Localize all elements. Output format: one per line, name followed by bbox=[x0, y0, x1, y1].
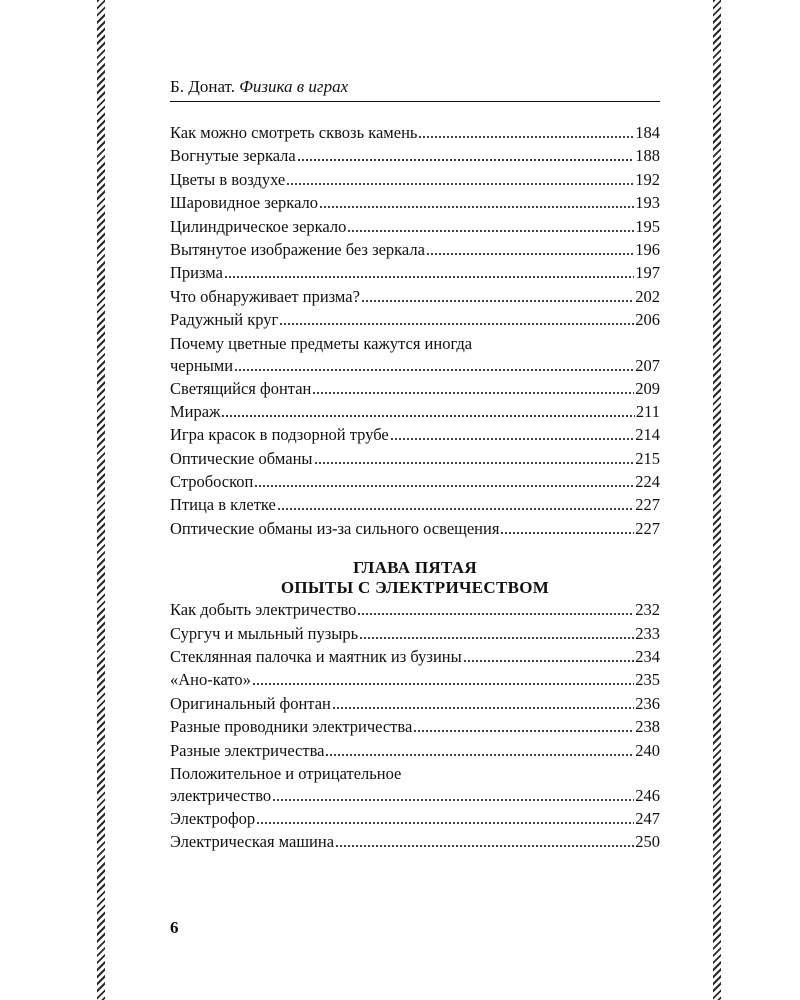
dot-leader bbox=[286, 183, 634, 185]
toc-entry-multiline bbox=[170, 762, 660, 807]
toc-entry bbox=[170, 470, 660, 493]
toc-entry-title: Радужный круг bbox=[170, 310, 279, 330]
dot-leader bbox=[254, 485, 634, 487]
dot-leader bbox=[279, 323, 634, 325]
dot-leader bbox=[500, 532, 634, 534]
toc-entry-title: Электрическая машина bbox=[170, 832, 335, 852]
page-edge-right bbox=[713, 0, 721, 1000]
toc-entry-page: 250 bbox=[635, 832, 660, 852]
toc-entry-page: 188 bbox=[635, 146, 660, 166]
toc-entry-page: 209 bbox=[635, 378, 660, 398]
toc-entry-page: 215 bbox=[635, 448, 660, 468]
toc-entry-page: 246 bbox=[635, 785, 660, 805]
toc-entry-page: 196 bbox=[635, 239, 660, 259]
toc-entry-page: 197 bbox=[635, 263, 660, 283]
toc-entry-multiline bbox=[170, 332, 660, 377]
dot-leader bbox=[314, 462, 635, 464]
toc-entry-title: Электрофор bbox=[170, 808, 256, 828]
toc-entry bbox=[170, 121, 660, 144]
toc-entry-title: Что обнаруживает призма? bbox=[170, 286, 360, 306]
toc-entry bbox=[170, 191, 660, 214]
toc-entry-title-line2: электричество bbox=[170, 785, 272, 805]
page-edge-left bbox=[97, 0, 105, 1000]
toc-entry-title-line1: Положительное и отрицательное bbox=[170, 763, 402, 783]
running-head bbox=[170, 76, 660, 98]
dot-leader bbox=[413, 730, 634, 732]
dot-leader bbox=[357, 613, 634, 615]
chapter-number-heading: ГЛАВА ПЯТАЯ bbox=[353, 558, 477, 578]
toc-entry bbox=[170, 493, 660, 516]
dot-leader bbox=[426, 253, 634, 255]
toc-entry-page: 238 bbox=[635, 717, 660, 737]
toc-entry-page: 193 bbox=[635, 193, 660, 213]
toc-entry-title: Игра красок в подзорной трубе bbox=[170, 425, 389, 445]
dot-leader bbox=[463, 660, 635, 662]
dot-leader bbox=[325, 754, 634, 756]
dot-leader bbox=[221, 415, 634, 417]
toc-entry bbox=[170, 786, 660, 806]
running-head-book-title: Физика в играх bbox=[239, 77, 349, 96]
toc-entry bbox=[170, 807, 660, 830]
toc-entry-page: 227 bbox=[635, 518, 660, 538]
toc-entry-page: 211 bbox=[635, 401, 660, 421]
toc-entry-page: 233 bbox=[635, 623, 660, 643]
toc-entry-title: Шаровидное зеркало bbox=[170, 193, 319, 213]
header-rule bbox=[170, 101, 660, 102]
running-head-author: Б. Донат. bbox=[170, 77, 235, 96]
toc-entry-page: 192 bbox=[635, 169, 660, 189]
dot-leader bbox=[361, 300, 634, 302]
toc-entry-page: 227 bbox=[635, 495, 660, 515]
toc-entry-title: Как добыть электричество bbox=[170, 600, 357, 620]
dot-leader bbox=[277, 508, 634, 510]
toc-entry bbox=[170, 739, 660, 762]
toc-entry bbox=[170, 423, 660, 446]
dot-leader bbox=[252, 683, 634, 685]
toc-entry bbox=[170, 400, 660, 423]
toc-entry-page: 202 bbox=[635, 286, 660, 306]
toc-entry-title: Как можно смотреть сквозь камень bbox=[170, 123, 418, 142]
toc-entry-title: Разные электричества bbox=[170, 740, 325, 760]
toc-entry-page: 235 bbox=[635, 670, 660, 690]
dot-leader bbox=[272, 799, 634, 801]
toc-entry-title: Стробоскоп bbox=[170, 472, 254, 492]
dot-leader bbox=[347, 230, 634, 232]
toc-entry-page: 214 bbox=[635, 425, 660, 445]
dot-leader bbox=[256, 822, 634, 824]
toc-entry-page: 234 bbox=[635, 647, 660, 667]
toc-section-before bbox=[170, 121, 660, 540]
toc-entry-title: Призма bbox=[170, 263, 223, 283]
toc-entry-page: 206 bbox=[635, 310, 660, 330]
toc-entry bbox=[170, 715, 660, 738]
toc-entry-page: 184 bbox=[635, 123, 660, 142]
toc-entry bbox=[170, 645, 660, 668]
dot-leader bbox=[312, 392, 634, 394]
toc-entry-title: Разные проводники электричества bbox=[170, 717, 413, 737]
toc-entry bbox=[170, 168, 660, 191]
chapter-title-heading: ОПЫТЫ С ЭЛЕКТРИЧЕСТВОМ bbox=[280, 578, 550, 598]
toc-entry-page: 236 bbox=[635, 693, 660, 713]
dot-leader bbox=[297, 159, 635, 161]
toc-entry bbox=[170, 238, 660, 261]
page-number: 6 bbox=[170, 918, 179, 937]
dot-leader bbox=[390, 438, 635, 440]
toc-entry-title: Вытянутое изображение без зеркала bbox=[170, 239, 425, 259]
toc-entry bbox=[170, 830, 660, 853]
toc-entry-title: Мираж bbox=[170, 401, 221, 421]
toc-entry-title-line1: Почему цветные предметы кажутся иногда bbox=[170, 333, 473, 353]
toc-entry-page: 247 bbox=[635, 808, 660, 828]
toc-entry bbox=[170, 447, 660, 470]
toc-entry bbox=[170, 261, 660, 284]
dot-leader bbox=[359, 637, 634, 639]
dot-leader bbox=[224, 276, 634, 278]
toc-entry-page: 240 bbox=[635, 740, 660, 760]
toc-entry-title: «Ано-като» bbox=[170, 670, 251, 690]
toc-entry-page: 207 bbox=[635, 355, 660, 375]
toc-entry bbox=[170, 308, 660, 331]
toc-entry-title: Цветы в воздухе bbox=[170, 169, 286, 189]
toc-entry-page: 224 bbox=[635, 472, 660, 492]
toc-entry bbox=[170, 356, 660, 376]
toc-entry bbox=[170, 622, 660, 645]
toc-section-chapter bbox=[170, 598, 660, 854]
toc-entry bbox=[170, 692, 660, 715]
toc-entry bbox=[170, 598, 660, 621]
toc-entry bbox=[170, 144, 660, 167]
toc-entry-page: 195 bbox=[635, 216, 660, 236]
toc-entry-title: Вогнутые зеркала bbox=[170, 146, 296, 166]
dot-leader bbox=[335, 845, 634, 847]
dot-leader bbox=[319, 206, 634, 208]
toc-entry bbox=[170, 285, 660, 308]
toc-entry-page: 232 bbox=[635, 600, 660, 620]
dot-leader bbox=[332, 707, 634, 709]
toc-entry-title: Оптические обманы из-за сильного освещения bbox=[170, 518, 500, 538]
toc-entry-title: Оригинальный фонтан bbox=[170, 693, 331, 713]
toc-entry-title: Оптические обманы bbox=[170, 448, 313, 468]
toc-entry bbox=[170, 377, 660, 400]
toc-entry-title-line2: черными bbox=[170, 355, 234, 375]
toc-entry bbox=[170, 215, 660, 238]
dot-leader bbox=[418, 136, 634, 138]
toc-entry bbox=[170, 668, 660, 691]
toc-entry-title: Сургуч и мыльный пузырь bbox=[170, 623, 359, 643]
toc-entry-title: Цилиндрическое зеркало bbox=[170, 216, 347, 236]
toc-entry-title: Светящийся фонтан bbox=[170, 378, 312, 398]
dot-leader bbox=[234, 369, 634, 371]
toc-entry bbox=[170, 517, 660, 540]
toc-entry-title: Стеклянная палочка и маятник из бузины bbox=[170, 647, 462, 667]
table-of-contents bbox=[170, 121, 660, 854]
toc-entry-title: Птица в клетке bbox=[170, 495, 276, 515]
